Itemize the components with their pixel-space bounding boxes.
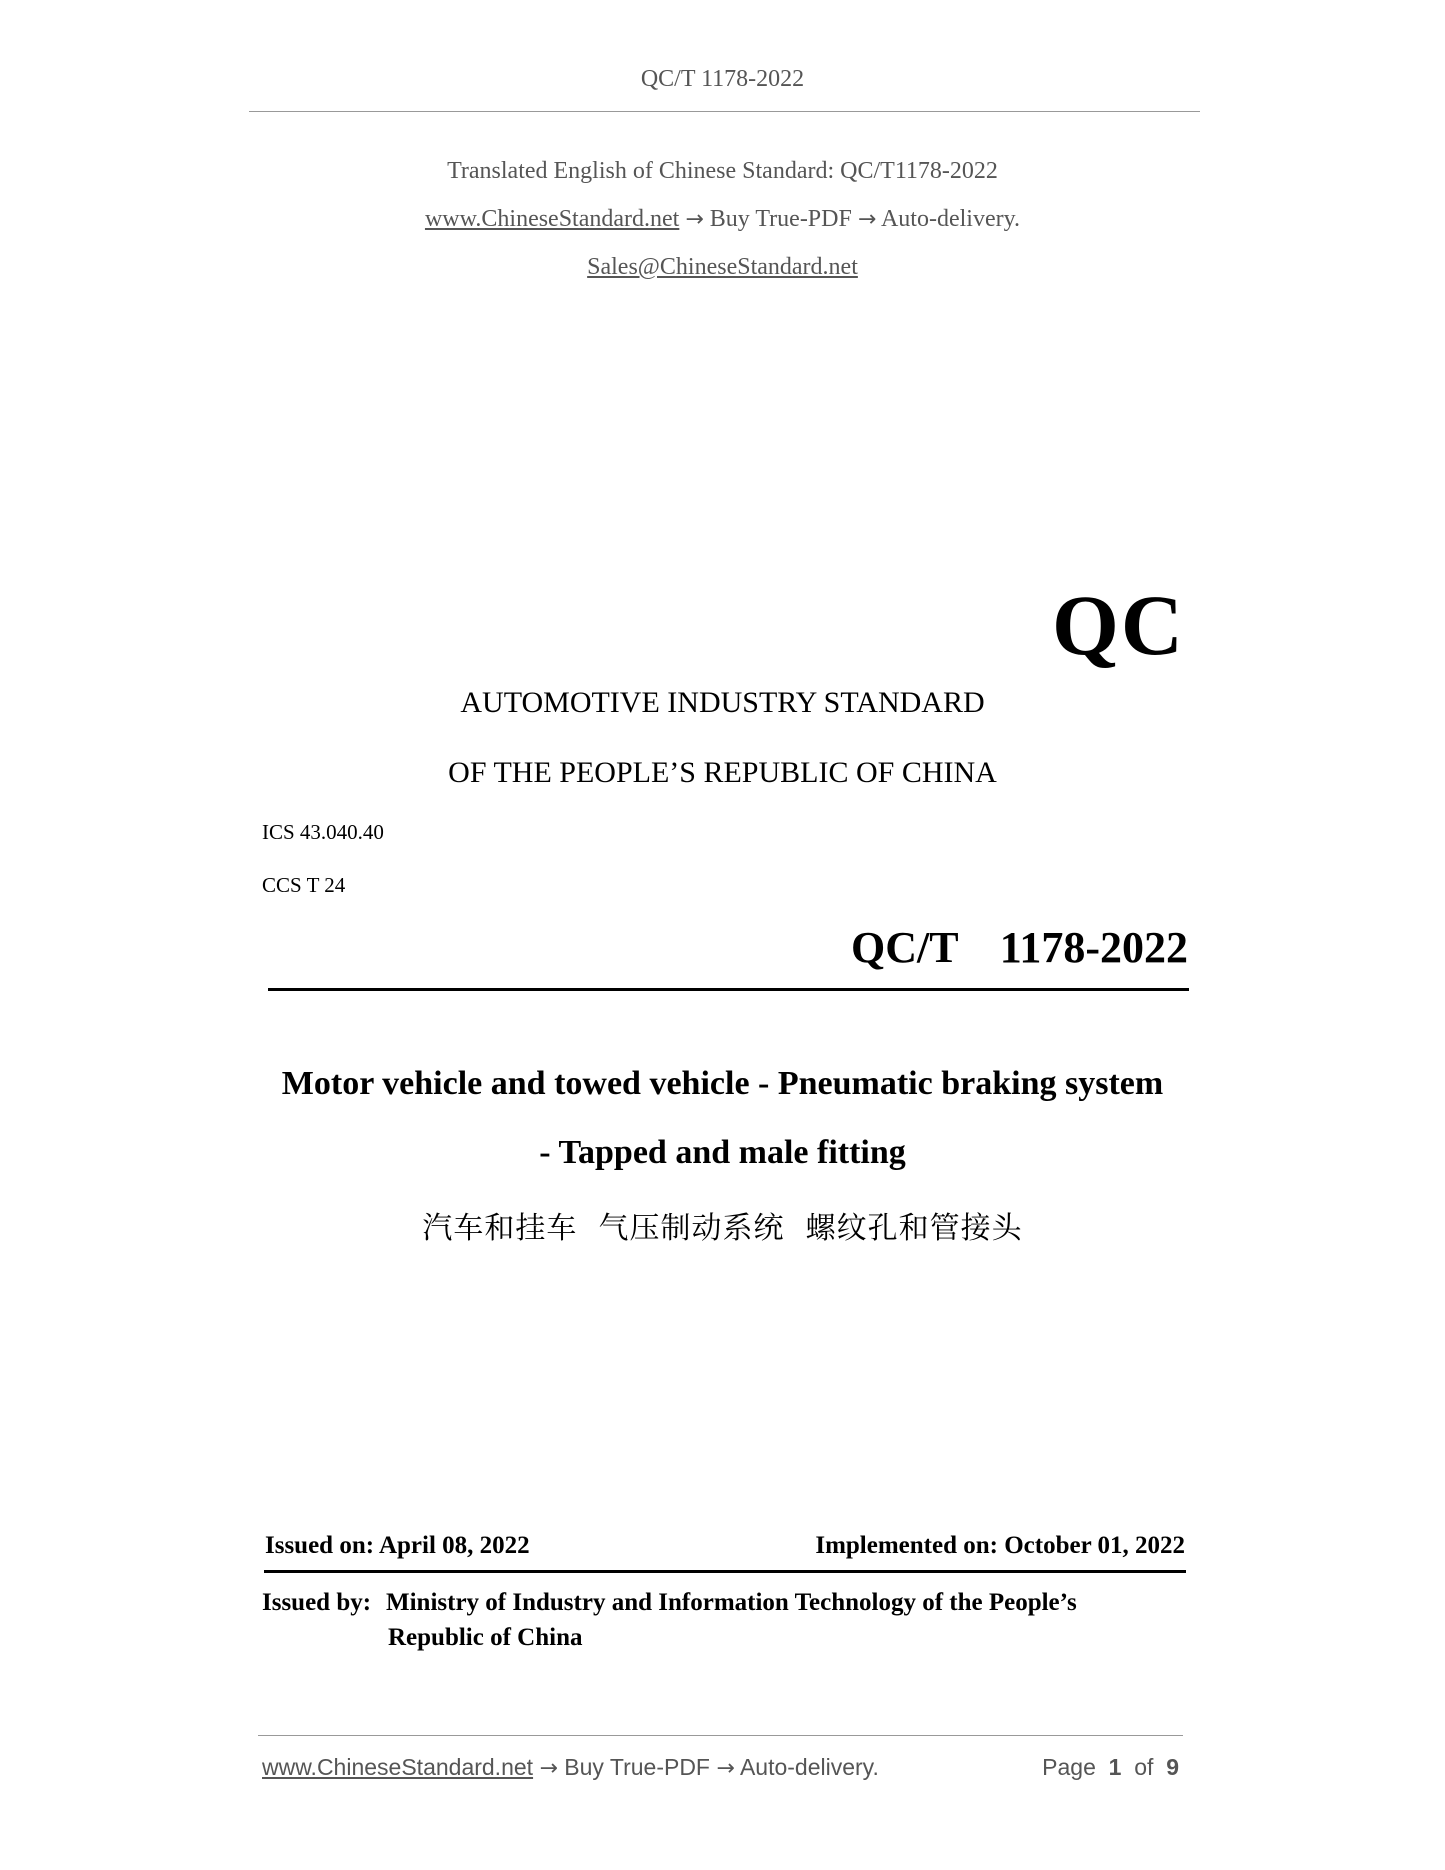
footer-site-link[interactable]: www.ChineseStandard.net [262,1754,534,1780]
title-english-line-2: - Tapped and male fitting [539,1134,906,1171]
ics-code: ICS 43.040.40 [262,820,384,844]
buy-true-pdf-text: Buy True-PDF [709,206,852,232]
standard-type-line-1: AUTOMOTIVE INDUSTRY STANDARD [460,686,985,719]
page-total: 9 [1166,1754,1179,1780]
arrow-right-icon: → [685,207,704,232]
translation-notice: Translated English of Chinese Standard: QC/T1178-2022 [447,158,998,184]
sales-email-line [0,254,1445,281]
sales-email-link[interactable]: Sales@ChineseStandard.net [587,254,858,280]
header-divider [249,111,1200,112]
standard-type-line-2: OF THE PEOPLE’S REPUBLIC OF CHINA [448,756,997,789]
issued-on-date: Issued on: April 08, 2022 [265,1532,530,1559]
page-of-label: of [1134,1754,1154,1780]
footer-promo [262,1754,879,1781]
auto-delivery-text: Auto-delivery. [880,206,1021,232]
footer-buy-text: Buy True-PDF [564,1754,710,1780]
document-number-divider [268,988,1189,991]
document-number: QC/T 1178-2022 [850,923,1188,972]
page-indicator [1042,1754,1179,1781]
arrow-right-icon: → [857,207,877,232]
arrow-right-icon: → [716,1756,735,1781]
title-chinese: 汽车和挂车 气压制动系统 螺纹孔和管接头 [422,1211,1023,1246]
implemented-on-date: Implemented on: October 01, 2022 [815,1532,1185,1559]
footer-divider [258,1735,1183,1736]
qc-logo-mark: QC [1052,577,1185,673]
arrow-right-icon: → [539,1756,558,1781]
ccs-code: CCS T 24 [262,873,346,897]
title-english-line-1: Motor vehicle and towed vehicle - Pneumatic braking system [281,1065,1164,1102]
issued-by-block [262,1585,1142,1655]
issued-by-label: Issued by: [262,1589,372,1616]
page-label: Page [1042,1754,1096,1780]
promo-links [0,206,1445,233]
issued-divider [264,1570,1186,1573]
running-header: QC/T 1178-2022 [640,66,805,92]
issued-by-line-2: Republic of China [388,1624,583,1651]
footer-auto-delivery-text: Auto-delivery. [739,1754,879,1780]
page-current: 1 [1108,1754,1122,1780]
issued-by-line-1: Ministry of Industry and Information Technology of the People’s [386,1589,1077,1616]
site-link[interactable]: www.ChineseStandard.net [424,206,680,232]
